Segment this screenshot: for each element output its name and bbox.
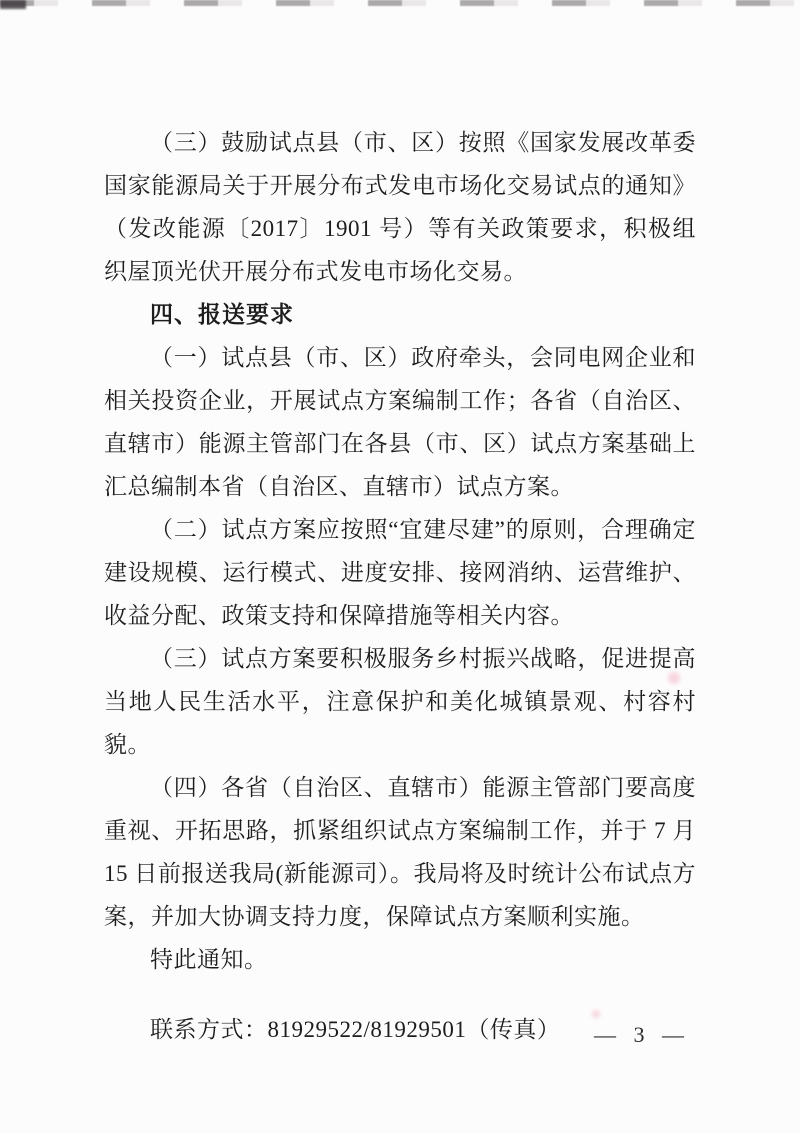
paragraph-item-3-rural-revitalization: （三）试点方案要积极服务乡村振兴战略，促进提高当地人民生活水平，注意保护和美化城镇景观、村容村貌。 — [104, 646, 696, 757]
paragraph-item-2-plan-principles: （二）试点方案应按照“宜建尽建”的原则，合理确定建设规模、运行模式、进度安排、接网消纳、运营维护、收益分配、政策支持和保障措施等相关内容。 — [104, 517, 696, 628]
scan-corner-artifact — [0, 0, 26, 9]
paragraph-item-1-pilot-county-lead: （一）试点县（市、区）政府牵头，会同电网企业和相关投资企业，开展试点方案编制工作；各省（自治区、直辖市）能源主管部门在各县（市、区）试点方案基础上汇总编制本省（自治区、直辖市）试点方案。 — [104, 345, 696, 499]
paragraph-item-4-deadline: （四）各省（自治区、直辖市）能源主管部门要高度重视、开拓思路，抓紧组织试点方案编制工作，并于 7 月 15 日前报送我局(新能源司）。我局将及时统计公布试点方案，并加大协调支持力度，保障试点方案顺利实施。 — [104, 775, 696, 929]
page-number: — 3 — — [594, 1022, 690, 1047]
paragraph-item-3-encourage-trading: （三）鼓励试点县（市、区）按照《国家发展改革委 国家能源局关于开展分布式发电市场化交易试点的通知》（发改能源〔2017〕1901 号）等有关政策要求，积极组织屋顶光伏开展分布式发电市场化交易。 — [104, 130, 696, 284]
closing-line: 特此通知。 — [150, 947, 268, 972]
scan-noise-artifact — [0, 0, 800, 6]
section-heading-reporting-requirements: 四、报送要求 — [150, 301, 294, 327]
contact-info-line: 联系方式：81929522/81929501（传真） — [150, 1017, 561, 1042]
document-body — [104, 121, 696, 1051]
